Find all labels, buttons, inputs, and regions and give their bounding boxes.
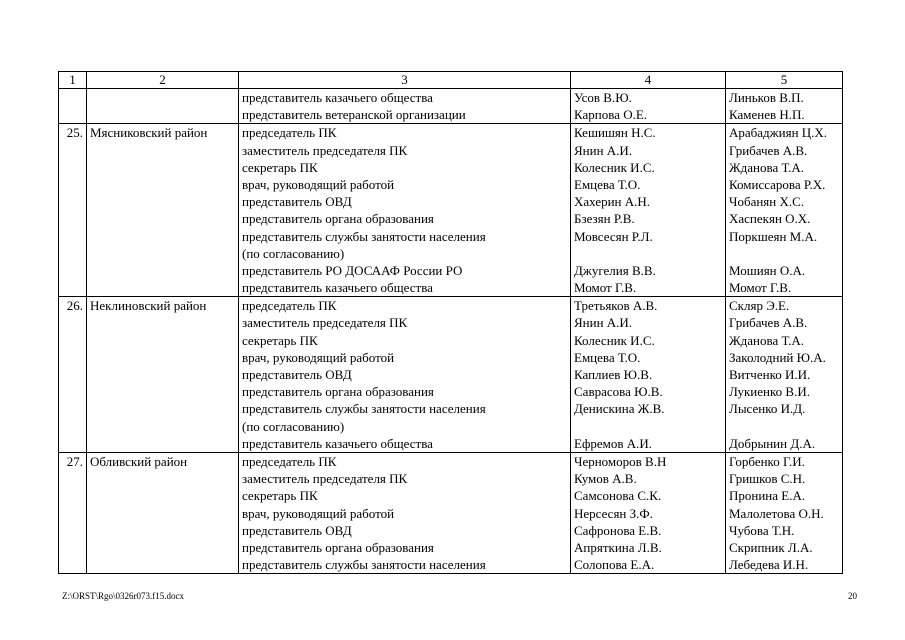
- role-line: заместитель председателя ПК: [242, 142, 408, 158]
- reserve-line: Линьков В.П.: [729, 90, 804, 105]
- row-number: 26.: [59, 297, 87, 453]
- reserve-line: Пронина Е.А.: [729, 488, 806, 504]
- role-line: секретарь ПК: [242, 159, 318, 175]
- row-number: 25.: [59, 124, 87, 297]
- district-name: Мясниковский район: [87, 124, 239, 297]
- member-line: Кешишян Н.С.: [574, 125, 656, 141]
- member-line: Колесник И.С.: [574, 332, 655, 348]
- member-line: Апряткина Л.В.: [574, 539, 662, 555]
- row-number: 27.: [59, 452, 87, 573]
- header-col-1: 1: [59, 72, 87, 89]
- reserve-line: Арабаджиян Ц.Х.: [729, 125, 828, 141]
- reserve-line: Заколодний Ю.А.: [729, 349, 826, 365]
- role-line: представитель ОВД: [242, 522, 352, 538]
- reserve-line: Чубова Т.Н.: [729, 522, 795, 538]
- role-line: представитель органа образования: [242, 539, 434, 555]
- member-line: Кумов А.В.: [574, 471, 637, 487]
- header-col-5: 5: [726, 72, 843, 89]
- role-line: заместитель председателя ПК: [242, 471, 408, 487]
- member-line: Денискина Ж.В.: [574, 401, 665, 417]
- row-number: [59, 89, 87, 124]
- role-line: представитель казачьего общества: [242, 435, 433, 451]
- header-col-3: 3: [239, 72, 571, 89]
- roles-cell: [239, 89, 571, 124]
- member-line: Саврасова Ю.В.: [574, 384, 663, 400]
- footer-file-path: Z:\ORST\Rgo\0326r073.f15.docx: [62, 591, 184, 601]
- member-line: Черноморов В.Н: [574, 453, 667, 469]
- member-line: Карпова О.Е.: [574, 107, 648, 123]
- role-line: председатель ПК: [242, 298, 337, 314]
- table-row: [59, 124, 843, 297]
- reserve-line: Каменев Н.П.: [729, 107, 805, 123]
- reserve-line: Мошиян О.А.: [729, 262, 806, 278]
- roles-cell: [239, 124, 571, 297]
- header-row: [59, 72, 843, 89]
- member-line: Самсонова С.К.: [574, 488, 662, 504]
- reserve-line: Жданова Т.А.: [729, 159, 805, 175]
- reserve-line: Лебедева И.Н.: [729, 557, 809, 573]
- reserves-cell: [726, 297, 843, 453]
- member-line: Бзезян Р.В.: [574, 211, 635, 227]
- role-line: представитель органа образования: [242, 384, 434, 400]
- member-line: Сафронова Е.В.: [574, 522, 662, 538]
- reserve-line: Витченко И.И.: [729, 367, 811, 382]
- member-line: [574, 418, 722, 435]
- role-line: представитель казачьего общества: [242, 280, 433, 296]
- member-line: Усов В.Ю.: [574, 90, 632, 105]
- reserve-line: Грибачев А.В.: [729, 315, 808, 331]
- reserve-line: Добрынин Д.А.: [729, 435, 816, 451]
- reserve-line: Гришков С.Н.: [729, 471, 806, 487]
- roles-cell: [239, 297, 571, 453]
- reserve-line: Лукиенко В.И.: [729, 384, 810, 400]
- reserve-line: Скляр Э.Е.: [729, 298, 790, 314]
- reserve-line: Чобанян Х.С.: [729, 194, 805, 210]
- member-line: Джугелия В.В.: [574, 262, 656, 278]
- reserves-cell: [726, 89, 843, 124]
- members-cell: [571, 124, 726, 297]
- district-name: [87, 89, 239, 124]
- reserve-line: [729, 245, 839, 262]
- district-name: Обливский район: [87, 452, 239, 573]
- reserve-line: Грибачев А.В.: [729, 142, 808, 158]
- reserve-line: [729, 418, 839, 435]
- role-line: представитель службы занятости населения: [242, 557, 486, 573]
- role-line: председатель ПК: [242, 453, 337, 469]
- members-cell: [571, 297, 726, 453]
- members-cell: [571, 452, 726, 573]
- member-line: Хахерин А.Н.: [574, 194, 651, 210]
- role-line: представитель службы занятости населения: [242, 401, 486, 417]
- reserves-cell: [726, 124, 843, 297]
- district-name: Неклиновский район: [87, 297, 239, 453]
- member-line: Момот Г.В.: [574, 280, 637, 296]
- member-line: Мовсесян Р.Л.: [574, 228, 653, 244]
- member-line: Янин А.И.: [574, 315, 633, 331]
- reserve-line: Лысенко И.Д.: [729, 401, 806, 417]
- table-row: [59, 452, 843, 573]
- member-line: Третьяков А.В.: [574, 298, 658, 314]
- reserve-line: Скрипник Л.А.: [729, 539, 813, 555]
- member-line: Нерсесян З.Ф.: [574, 505, 653, 521]
- member-line: Каплиев Ю.В.: [574, 367, 653, 382]
- role-line: представитель органа образования: [242, 211, 434, 227]
- header-col-2: 2: [87, 72, 239, 89]
- table-row: [59, 89, 843, 124]
- members-cell: [571, 89, 726, 124]
- header-col-4: 4: [571, 72, 726, 89]
- committee-table: [58, 71, 843, 574]
- roles-cell: [239, 452, 571, 573]
- role-line: (по согласованию): [242, 418, 345, 434]
- role-line: представитель ОВД: [242, 194, 352, 210]
- role-line: представитель казачьего общества: [242, 90, 433, 105]
- reserve-line: Комиссарова Р.Х.: [729, 176, 826, 192]
- reserve-line: Хаспекян О.Х.: [729, 211, 811, 227]
- reserve-line: Момот Г.В.: [729, 280, 792, 296]
- reserve-line: Жданова Т.А.: [729, 332, 805, 348]
- member-line: Ефремов А.И.: [574, 435, 653, 451]
- role-line: представитель службы занятости населения: [242, 228, 486, 244]
- member-line: [574, 245, 722, 262]
- role-line: председатель ПК: [242, 125, 337, 141]
- role-line: (по согласованию): [242, 245, 345, 261]
- reserve-line: Поркшеян М.А.: [729, 228, 818, 244]
- reserve-line: Малолетова О.Н.: [729, 505, 824, 521]
- member-line: Янин А.И.: [574, 142, 633, 158]
- member-line: Солопова Е.А.: [574, 557, 655, 573]
- reserves-cell: [726, 452, 843, 573]
- page-number: 20: [848, 591, 857, 601]
- member-line: Емцева Т.О.: [574, 176, 641, 192]
- role-line: секретарь ПК: [242, 332, 318, 348]
- role-line: врач, руководящий работой: [242, 505, 395, 521]
- table-body: [59, 72, 843, 574]
- role-line: врач, руководящий работой: [242, 176, 395, 192]
- role-line: представитель ветеранской организации: [242, 107, 466, 123]
- member-line: Колесник И.С.: [574, 159, 655, 175]
- role-line: врач, руководящий работой: [242, 349, 395, 365]
- table-row: [59, 297, 843, 453]
- role-line: заместитель председателя ПК: [242, 315, 408, 331]
- reserve-line: Горбенко Г.И.: [729, 453, 805, 469]
- role-line: секретарь ПК: [242, 488, 318, 504]
- role-line: представитель ОВД: [242, 367, 352, 382]
- role-line: представитель РО ДОСААФ России РО: [242, 262, 463, 278]
- member-line: Емцева Т.О.: [574, 349, 641, 365]
